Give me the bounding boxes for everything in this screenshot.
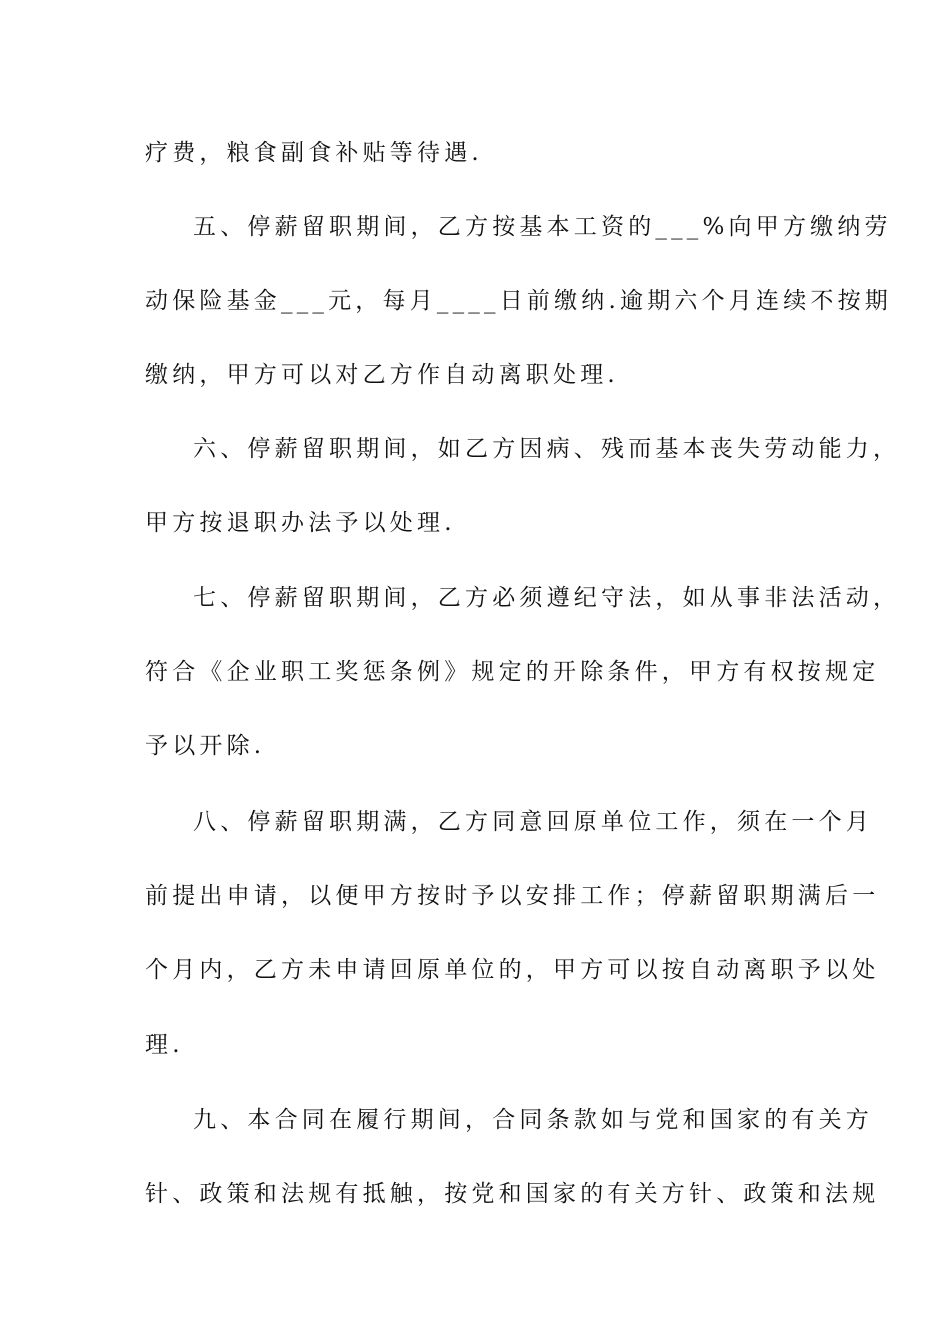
clause-9-line-1: 九、本合同在履行期间，合同条款如与党和国家的有关方	[193, 1107, 873, 1133]
clause-8-line-2: 前提出申请，以便甲方按时予以安排工作；停薪留职期满后一	[145, 883, 880, 909]
clause-7-line-2: 符合《企业职工奖惩条例》规定的开除条件，甲方有权按规定	[145, 659, 880, 685]
clause-5-line-3: 缴纳，甲方可以对乙方作自动离职处理.	[145, 362, 619, 388]
clause-7-line-3: 予以开除.	[145, 733, 266, 759]
clause-6-line-2: 甲方按退职办法予以处理.	[145, 510, 456, 536]
clause-6-line-1: 六、停薪留职期间，如乙方因病、残而基本丧失劳动能力，	[193, 436, 901, 462]
clause-8-line-1: 八、停薪留职期满，乙方同意回原单位工作，须在一个月	[193, 809, 873, 835]
clause-7-line-1: 七、停薪留职期间，乙方必须遵纪守法，如从事非法活动，	[193, 585, 901, 611]
clause-5-line-2: 动保险基金___元，每月____日前缴纳.逾期六个月连续不按期	[145, 288, 893, 314]
clause-8-line-3: 个月内，乙方未申请回原单位的，甲方可以按自动离职予以处	[145, 957, 880, 983]
text-line-1: 疗费，粮食副食补贴等待遇.	[145, 140, 483, 166]
clause-5-line-1: 五、停薪留职期间，乙方按基本工资的___%向甲方缴纳劳	[193, 214, 892, 240]
clause-9-line-2: 针、政策和法规有抵触，按党和国家的有关方针、政策和法规	[145, 1181, 880, 1207]
clause-8-line-4: 理.	[145, 1032, 184, 1058]
